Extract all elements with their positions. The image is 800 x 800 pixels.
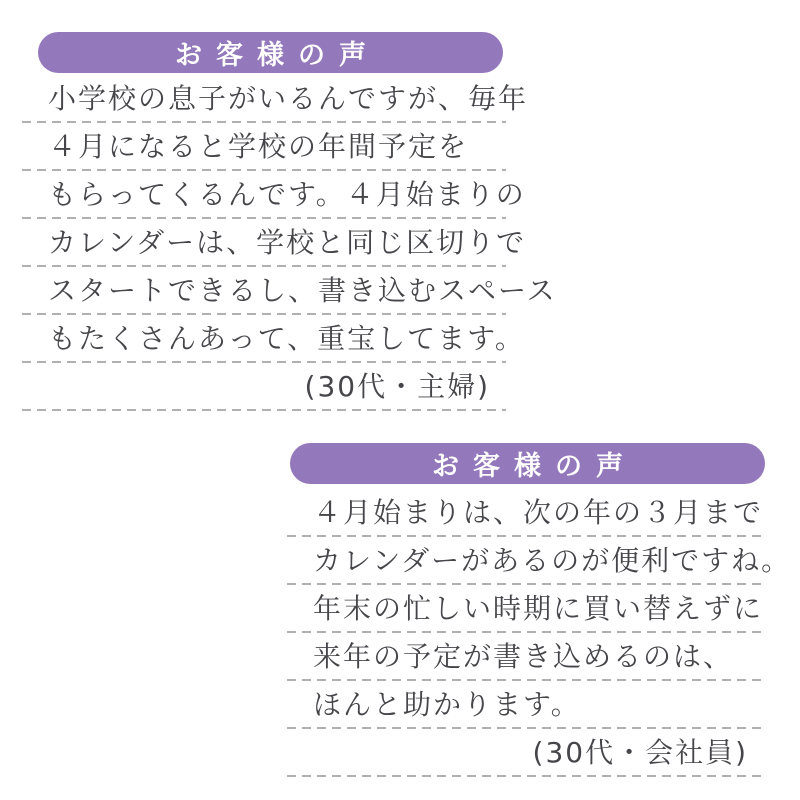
testimonial-line: もたくさんあって、重宝してます。 xyxy=(22,315,506,363)
testimonial-line: 来年の予定が書き込めるのは、 xyxy=(287,633,764,681)
testimonial-line: カレンダーは、学校と同じ区切りで xyxy=(22,219,506,267)
customer-voice-banner xyxy=(38,32,503,73)
testimonial-line: カレンダーがあるのが便利ですね。 xyxy=(287,537,764,585)
testimonial-line: ほんと助かります。 xyxy=(287,681,764,729)
testimonial-signature: (30代・主婦) xyxy=(22,363,506,411)
testimonial-line: スタートできるし、書き込むスペース xyxy=(22,267,506,315)
testimonial-line: もらってくるんです。４月始まりの xyxy=(22,171,506,219)
testimonial-line: 年末の忙しい時期に買い替えずに xyxy=(287,585,764,633)
banner-title: お客様の声 xyxy=(432,451,637,482)
banner-title: お客様の声 xyxy=(175,40,380,71)
testimonial-line: ４月になると学校の年間予定を xyxy=(22,123,506,171)
testimonial-line: 小学校の息子がいるんですが、毎年 xyxy=(22,75,506,123)
testimonial-text-block xyxy=(287,489,792,777)
testimonial-text-block xyxy=(22,75,557,411)
customer-voice-banner xyxy=(290,443,765,484)
testimonial-line: ４月始まりは、次の年の３月まで xyxy=(287,489,764,537)
testimonial-signature: (30代・会社員) xyxy=(287,729,764,777)
